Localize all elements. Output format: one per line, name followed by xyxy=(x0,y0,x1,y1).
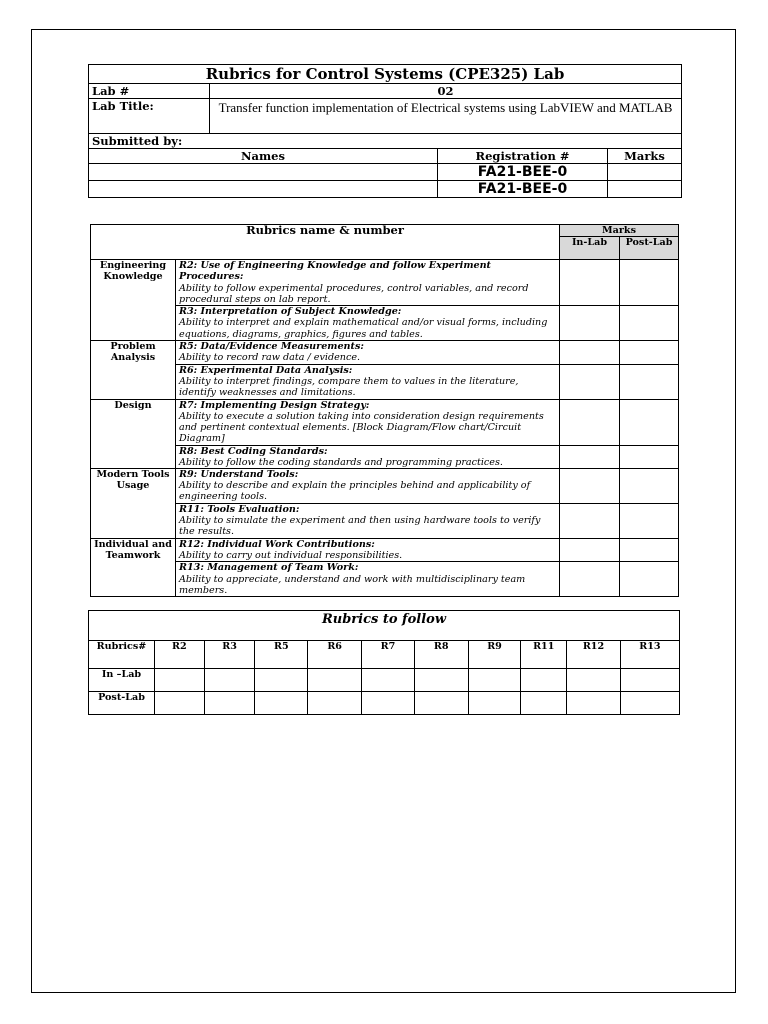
category-design: Design xyxy=(91,399,176,468)
rubrics-number-header: Rubrics# xyxy=(89,641,155,669)
rubric-column-header: R5 xyxy=(255,641,308,669)
rubric-title: R8: Best Coding Standards: xyxy=(179,445,328,457)
rubric-column-header: R12 xyxy=(567,641,621,669)
names-header: Names xyxy=(89,149,438,164)
post-lab-row-label: Post-Lab xyxy=(89,692,155,715)
score-cell[interactable] xyxy=(308,692,362,715)
rubric-title: R12: Individual Work Contributions: xyxy=(179,539,375,551)
post-lab-mark-cell[interactable] xyxy=(620,469,679,504)
rubric-column-header: R13 xyxy=(620,641,679,669)
rubric-description: Ability to describe and explain the principles behind and applicability of engineering tools. xyxy=(179,480,531,503)
rubric-title: R9: Understand Tools: xyxy=(179,469,299,481)
in-lab-mark-cell[interactable] xyxy=(560,562,620,597)
score-cell[interactable] xyxy=(154,692,204,715)
score-cell[interactable] xyxy=(620,692,679,715)
post-lab-mark-cell[interactable] xyxy=(620,539,679,562)
score-cell[interactable] xyxy=(204,692,255,715)
in-lab-row-label: In –Lab xyxy=(89,669,155,692)
rubric-row xyxy=(91,306,679,341)
in-lab-mark-cell[interactable] xyxy=(560,469,620,504)
post-lab-mark-cell[interactable] xyxy=(620,341,679,364)
category-modern-tools-usage: Modern Tools Usage xyxy=(91,469,176,539)
score-cell[interactable] xyxy=(362,669,415,692)
rubric-title: R5: Data/Evidence Measurements: xyxy=(179,341,364,353)
score-cell[interactable] xyxy=(414,692,468,715)
rubric-title: R2: Use of Engineering Knowledge and follow Experiment Procedures: xyxy=(179,260,491,283)
rubric-row xyxy=(91,562,679,597)
in-lab-mark-cell[interactable] xyxy=(560,399,620,445)
rubric-description: Ability to execute a solution taking into consideration design requirements and pertinent contextual elements. [Block Diagram/Flow chart/Circuit Diagram] xyxy=(179,410,544,445)
in-lab-mark-cell[interactable] xyxy=(560,539,620,562)
student-marks-cell[interactable] xyxy=(608,164,682,181)
score-cell[interactable] xyxy=(255,692,308,715)
rubric-description: Ability to carry out individual responsibilities. xyxy=(179,550,403,562)
category-individual-and-teamwork: Individual and Teamwork xyxy=(91,539,176,597)
in-lab-mark-cell[interactable] xyxy=(560,504,620,539)
in-lab-row xyxy=(89,669,680,692)
score-cell[interactable] xyxy=(362,692,415,715)
rubric-description: Ability to appreciate, understand and work with multidisciplinary team members. xyxy=(179,573,526,596)
score-cell[interactable] xyxy=(204,669,255,692)
rubric-title: R6: Experimental Data Analysis: xyxy=(179,364,353,376)
rubric-column-header: R11 xyxy=(521,641,567,669)
rubrics-to-follow-table xyxy=(88,610,680,715)
score-cell[interactable] xyxy=(308,669,362,692)
post-lab-mark-cell[interactable] xyxy=(620,306,679,341)
rubric-title: R3: Interpretation of Subject Knowledge: xyxy=(179,306,402,318)
rubric-description: Ability to interpret and explain mathematical and/or visual forms, including equations, diagrams, graphics, figures and tables. xyxy=(179,317,548,340)
score-cell[interactable] xyxy=(521,669,567,692)
lab-number-label: Lab # xyxy=(89,84,210,99)
category-problem-analysis: Problem Analysis xyxy=(91,341,176,399)
submitted-by-label: Submitted by: xyxy=(89,134,682,149)
rubric-column-header: R2 xyxy=(154,641,204,669)
rubric-title: R7: Implementing Design Strategy: xyxy=(179,399,370,411)
in-lab-mark-cell[interactable] xyxy=(560,364,620,399)
lab-header-table xyxy=(88,64,682,198)
student-registration-cell[interactable]: FA21-BEE-0 xyxy=(438,181,608,198)
score-cell[interactable] xyxy=(521,692,567,715)
rubric-row xyxy=(91,364,679,399)
in-lab-mark-cell[interactable] xyxy=(560,341,620,364)
rubric-column-header: R9 xyxy=(468,641,521,669)
post-lab-header: Post-Lab xyxy=(620,237,679,260)
student-name-cell[interactable] xyxy=(89,164,438,181)
rubric-description: Ability to interpret findings, compare them to values in the literature, identify weaknesses and limitations. xyxy=(179,375,519,399)
rubric-row xyxy=(91,341,679,364)
student-name-cell[interactable] xyxy=(89,181,438,198)
student-row xyxy=(89,164,682,181)
lab-title-label: Lab Title: xyxy=(89,99,210,134)
rubric-title: R11: Tools Evaluation: xyxy=(179,504,300,516)
in-lab-mark-cell[interactable] xyxy=(560,260,620,306)
post-lab-mark-cell[interactable] xyxy=(620,562,679,597)
rubrics-marks-header: Marks xyxy=(560,225,679,237)
student-registration-cell[interactable]: FA21-BEE-0 xyxy=(438,164,608,181)
in-lab-header: In-Lab xyxy=(560,237,620,260)
post-lab-row xyxy=(89,692,680,715)
post-lab-mark-cell[interactable] xyxy=(620,364,679,399)
post-lab-mark-cell[interactable] xyxy=(620,504,679,539)
post-lab-mark-cell[interactable] xyxy=(620,399,679,445)
score-cell[interactable] xyxy=(154,669,204,692)
rubric-row xyxy=(91,445,679,468)
form-title: Rubrics for Control Systems (CPE325) Lab xyxy=(89,65,682,84)
rubric-column-header: R6 xyxy=(308,641,362,669)
rubric-row xyxy=(91,504,679,539)
rubric-title: R13: Management of Team Work: xyxy=(179,562,359,574)
rubrics-name-header: Rubrics name & number xyxy=(91,225,560,260)
post-lab-mark-cell[interactable] xyxy=(620,260,679,306)
rubric-row xyxy=(91,469,679,504)
rubric-column-header: R8 xyxy=(414,641,468,669)
in-lab-mark-cell[interactable] xyxy=(560,306,620,341)
score-cell[interactable] xyxy=(255,669,308,692)
score-cell[interactable] xyxy=(567,692,621,715)
in-lab-mark-cell[interactable] xyxy=(560,445,620,468)
score-cell[interactable] xyxy=(468,692,521,715)
student-row xyxy=(89,181,682,198)
post-lab-mark-cell[interactable] xyxy=(620,445,679,468)
rubric-description: Ability to follow the coding standards and programming practices. xyxy=(179,456,503,468)
lab-title-value[interactable]: Transfer function implementation of Electrical systems using LabVIEW and MATLAB xyxy=(210,99,682,134)
rubrics-table xyxy=(90,224,679,597)
student-marks-cell[interactable] xyxy=(608,181,682,198)
score-cell[interactable] xyxy=(468,669,521,692)
score-cell[interactable] xyxy=(567,669,621,692)
rubrics-to-follow-title: Rubrics to follow xyxy=(89,611,680,641)
registration-header: Registration # xyxy=(438,149,608,164)
rubric-column-header: R3 xyxy=(204,641,255,669)
category-engineering-knowledge: Engineering Knowledge xyxy=(91,260,176,341)
marks-header: Marks xyxy=(608,149,682,164)
rubric-description: Ability to record raw data / evidence. xyxy=(179,352,361,364)
rubric-row xyxy=(91,399,679,445)
rubric-row xyxy=(91,539,679,562)
rubric-column-header: R7 xyxy=(362,641,415,669)
lab-number-value[interactable]: 02 xyxy=(210,84,682,99)
rubric-description: Ability to follow experimental procedures, control variables, and record procedural steps on lab report. xyxy=(179,282,529,305)
rubric-description: Ability to simulate the experiment and then using hardware tools to verify the results. xyxy=(179,515,541,538)
rubric-row xyxy=(91,260,679,306)
score-cell[interactable] xyxy=(414,669,468,692)
score-cell[interactable] xyxy=(620,669,679,692)
